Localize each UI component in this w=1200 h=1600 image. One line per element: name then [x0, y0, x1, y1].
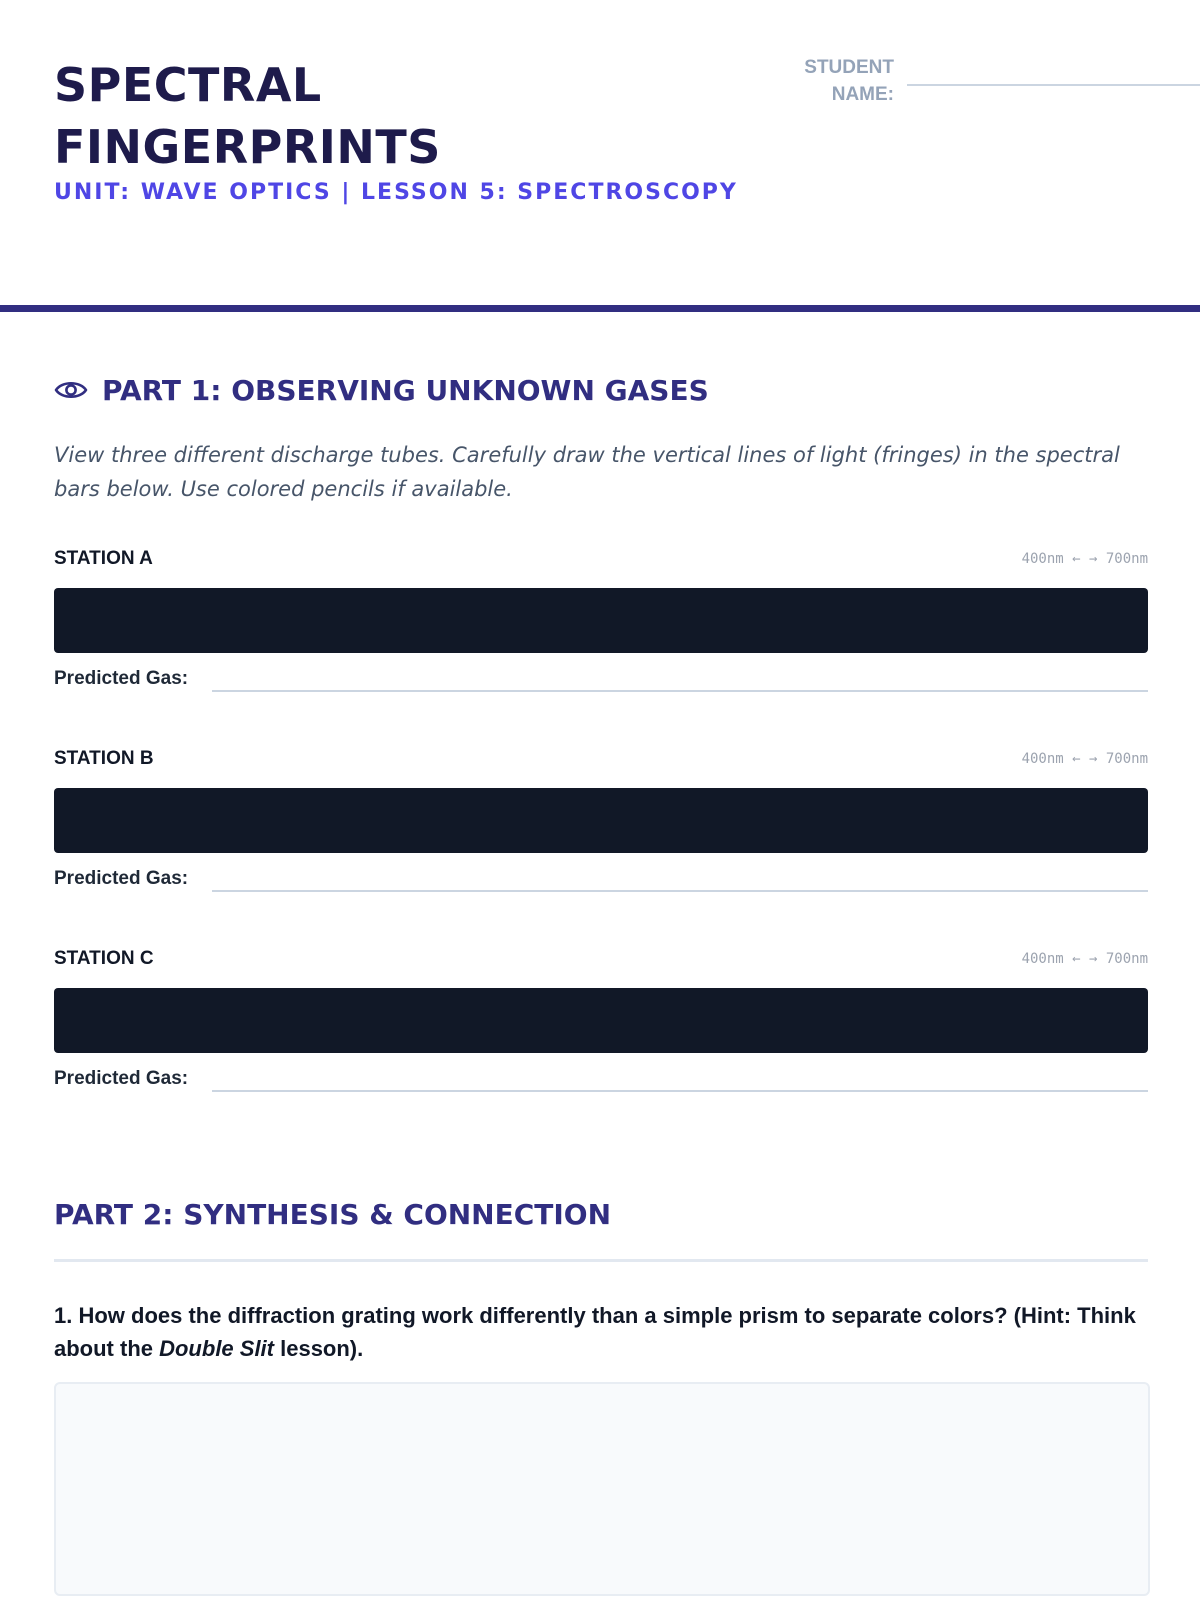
predicted-gas-line[interactable]: [212, 690, 1148, 692]
predicted-gas-line[interactable]: [212, 890, 1148, 892]
part1-heading: [54, 370, 709, 410]
part1-title: PART 1: OBSERVING UNKNOWN GASES: [102, 373, 709, 407]
predicted-gas-line[interactable]: [212, 1090, 1148, 1092]
predicted-gas-label: Predicted Gas:: [54, 868, 189, 889]
wavelength-range-label: 400nm ← → 700nm: [1021, 751, 1148, 767]
station-label: STATION B: [54, 748, 154, 769]
station-label: STATION A: [54, 548, 153, 569]
part2-divider: [54, 1259, 1148, 1262]
question-1-text: 1. How does the diffraction grating work differently than a simple prism to separate colors? (Hint: Think about the: [54, 1303, 1136, 1361]
station-c: [54, 948, 1148, 1108]
header-divider: [0, 305, 1200, 312]
unit-lesson-subtitle: UNIT: WAVE OPTICS | LESSON 5: SPECTROSCOPY: [54, 180, 738, 205]
station-a: [54, 548, 1148, 708]
part1-instructions: View three different discharge tubes. Carefully draw the vertical lines of light (fringes) in the spectral bars below. Use colored pencils if available.: [54, 443, 1120, 501]
eye-icon: [54, 378, 88, 402]
question-1-emphasis: Double Slit: [159, 1336, 274, 1361]
predicted-gas-label: Predicted Gas:: [54, 668, 189, 689]
student-name-line[interactable]: [907, 84, 1200, 86]
question-1-text-end: lesson).: [274, 1336, 364, 1361]
station-label: STATION C: [54, 948, 154, 969]
predicted-gas-label: Predicted Gas:: [54, 1068, 189, 1089]
student-name-label-line2: NAME:: [831, 84, 894, 105]
worksheet-title: SPECTRAL FINGERPRINTS: [54, 58, 441, 174]
student-name-label-line1: STUDENT: [804, 57, 894, 78]
worksheet-header: [54, 0, 1148, 305]
part2-title: PART 2: SYNTHESIS & CONNECTION: [54, 1198, 612, 1231]
eye-icon-svg: [54, 378, 88, 402]
spectral-bar[interactable]: [54, 988, 1148, 1053]
station-b: [54, 748, 1148, 908]
question-1-answer-box[interactable]: [54, 1382, 1150, 1596]
spectral-bar[interactable]: [54, 788, 1148, 853]
spectral-bar[interactable]: [54, 588, 1148, 653]
wavelength-range-label: 400nm ← → 700nm: [1021, 551, 1148, 567]
wavelength-range-label: 400nm ← → 700nm: [1021, 951, 1148, 967]
student-name-label: [734, 54, 894, 108]
question-1: [54, 1299, 1148, 1365]
